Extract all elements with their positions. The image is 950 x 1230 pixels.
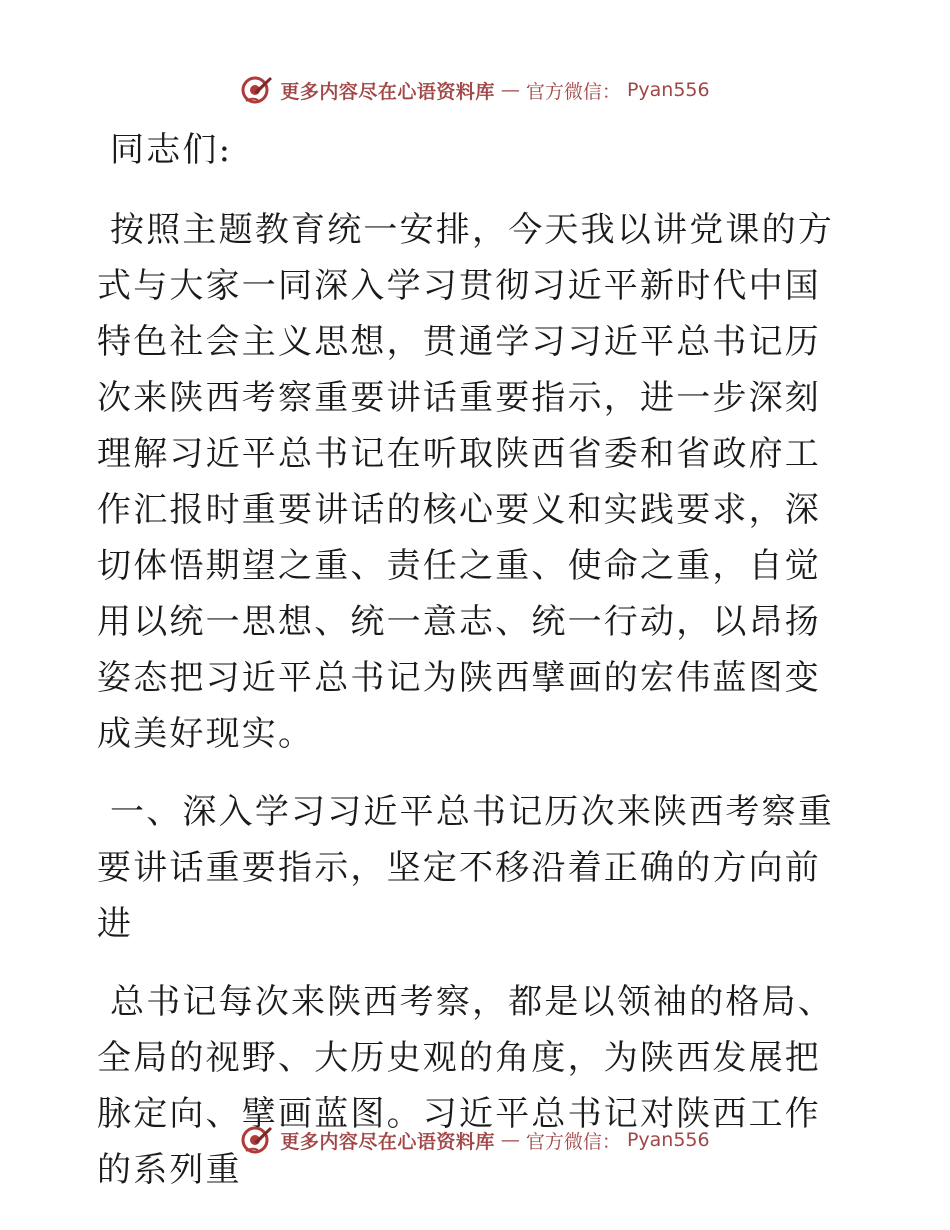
section-heading-1: 一、深入学习习近平总书记历次来陕西考察重要讲话重要指示，坚定不移沿着正确的方向前进	[97, 792, 835, 944]
watermark-site-text: 更多内容尽在心语资料库	[280, 1130, 495, 1153]
watermark-wechat-label: 官方微信：	[525, 1130, 621, 1153]
footer-watermark	[0, 1120, 950, 1160]
watermark-wechat-id: Pyan556	[626, 1129, 710, 1151]
red-pen-logo-icon	[240, 1123, 274, 1157]
red-pen-logo-icon	[240, 73, 274, 107]
paragraph-section-1: 总书记每次来陕西考察，都是以领袖的格局、全局的视野、大历史观的角度，为陕西发展把脉定向、擘画蓝图。习近平总书记对陕西工作的系列重	[97, 982, 835, 1190]
watermark-separator: —	[500, 1129, 520, 1151]
watermark-site-text: 更多内容尽在心语资料库	[280, 80, 495, 103]
greeting: 同志们:	[97, 130, 233, 170]
watermark-wechat-label: 官方微信：	[525, 80, 621, 103]
watermark-wechat-id: Pyan556	[626, 79, 710, 101]
paragraph-intro: 按照主题教育统一安排，今天我以讲党课的方式与大家一同深入学习贯彻习近平新时代中国特色社会主义思想，贯通学习习近平总书记历次来陕西考察重要讲话重要指示，进一步深刻理解习近平总书记在听取陕西省委和省政府工作汇报时重要讲话的核心要义和实践要求，深切体悟期望之重、责任之重、使命之重，自觉用以统一思想、统一意志、统一行动，以昂扬姿态把习近平总书记为陕西擘画的宏伟蓝图变成美好现实。	[97, 210, 835, 754]
header-watermark	[0, 70, 950, 110]
watermark-separator: —	[500, 79, 520, 101]
document-body	[97, 122, 857, 1198]
